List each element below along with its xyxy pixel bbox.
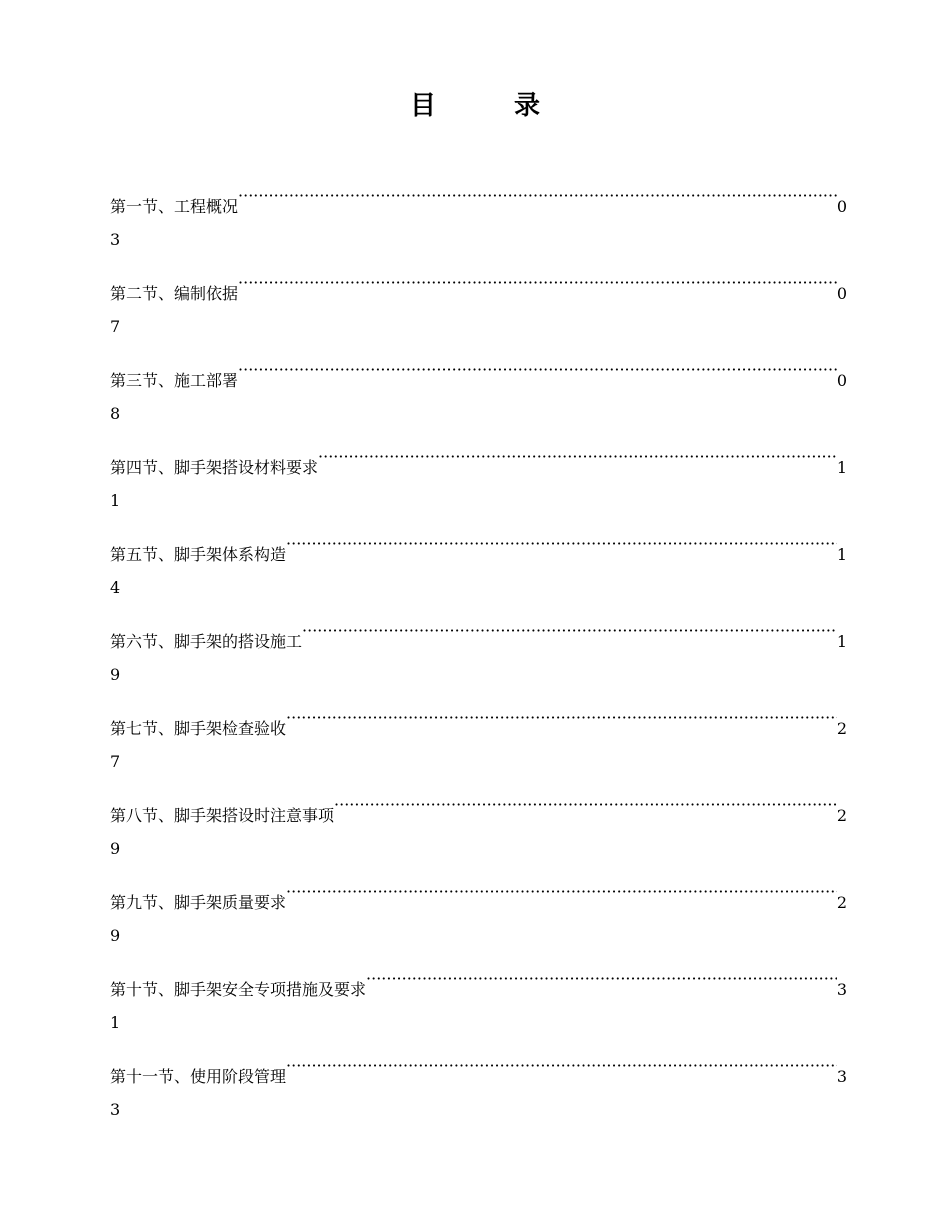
toc-line — [110, 876, 847, 912]
toc-page-number-wrap: 8 — [110, 404, 121, 423]
toc-page-number-wrap: 9 — [110, 665, 121, 684]
toc-page-number: 0 — [836, 284, 847, 303]
toc-page-number: 0 — [836, 371, 847, 390]
toc-page-number: 1 — [836, 545, 847, 564]
toc-label: 第五节、脚手架体系构造 — [110, 545, 287, 564]
toc-entry[interactable] — [110, 267, 847, 354]
toc-leader-dots — [318, 441, 837, 473]
toc-leader-dots — [238, 180, 837, 212]
toc-entry[interactable] — [110, 1050, 847, 1137]
toc-page-number-wrap: 3 — [110, 1100, 121, 1119]
toc-page-number-wrap: 1 — [110, 491, 121, 510]
toc-leader-dots — [238, 354, 837, 386]
toc-entry[interactable] — [110, 528, 847, 615]
toc-entry[interactable] — [110, 789, 847, 876]
table-of-contents — [110, 180, 847, 1137]
toc-page-number-wrap: 1 — [110, 1013, 121, 1032]
toc-page-number: 2 — [836, 806, 847, 825]
toc-label: 第三节、施工部署 — [110, 371, 239, 390]
toc-entry[interactable] — [110, 615, 847, 702]
toc-label: 第十节、脚手架安全专项措施及要求 — [110, 980, 367, 999]
toc-page-number: 2 — [836, 893, 847, 912]
toc-leader-dots — [286, 1050, 837, 1082]
toc-label: 第十一节、使用阶段管理 — [110, 1067, 287, 1086]
toc-entry[interactable] — [110, 180, 847, 267]
toc-label: 第二节、编制依据 — [110, 284, 239, 303]
toc-line — [110, 615, 847, 651]
toc-label: 第八节、脚手架搭设时注意事项 — [110, 806, 335, 825]
toc-label: 第一节、工程概况 — [110, 197, 239, 216]
toc-page-number-wrap: 9 — [110, 926, 121, 945]
toc-entry[interactable] — [110, 441, 847, 528]
toc-label: 第四节、脚手架搭设材料要求 — [110, 458, 319, 477]
toc-page-number: 2 — [836, 719, 847, 738]
toc-label: 第九节、脚手架质量要求 — [110, 893, 287, 912]
toc-line — [110, 528, 847, 564]
toc-page-number-wrap: 7 — [110, 752, 121, 771]
toc-entry[interactable] — [110, 876, 847, 963]
toc-leader-dots — [286, 876, 837, 908]
toc-page-number-wrap: 4 — [110, 578, 121, 597]
toc-entry[interactable] — [110, 963, 847, 1050]
toc-page-number-wrap: 7 — [110, 317, 121, 336]
toc-page-number: 3 — [836, 1067, 847, 1086]
toc-line — [110, 1050, 847, 1086]
toc-leader-dots — [286, 702, 837, 734]
toc-entry[interactable] — [110, 702, 847, 789]
toc-line — [110, 267, 847, 303]
toc-line — [110, 441, 847, 477]
toc-line — [110, 354, 847, 390]
toc-line — [110, 963, 847, 999]
toc-page-number: 0 — [836, 197, 847, 216]
toc-line — [110, 180, 847, 216]
toc-leader-dots — [334, 789, 837, 821]
toc-leader-dots — [366, 963, 837, 995]
toc-page-number-wrap: 9 — [110, 839, 121, 858]
toc-leader-dots — [286, 528, 837, 560]
toc-label: 第七节、脚手架检查验收 — [110, 719, 287, 738]
toc-line — [110, 789, 847, 825]
toc-line — [110, 702, 847, 738]
toc-leader-dots — [302, 615, 837, 647]
page-title: 目 录 — [409, 91, 566, 121]
toc-page-number-wrap: 3 — [110, 230, 121, 249]
toc-leader-dots — [238, 267, 837, 299]
toc-label: 第六节、脚手架的搭设施工 — [110, 632, 303, 651]
toc-page-number: 1 — [836, 458, 847, 477]
toc-page-number: 1 — [836, 632, 847, 651]
toc-entry[interactable] — [110, 354, 847, 441]
toc-page-number: 3 — [836, 980, 847, 999]
